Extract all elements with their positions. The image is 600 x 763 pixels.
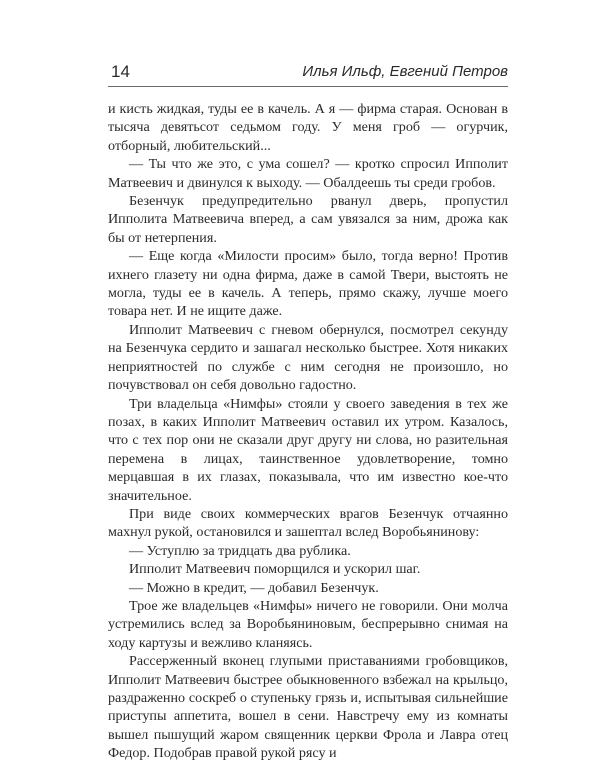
paragraph-2: — Ты что же это, с ума сошел? — кротко спросил Ипполит Матвеевич и двинулся к выходу. — Обалдеешь ты среди гробов.: [108, 156, 508, 191]
paragraph-6: Три владельца «Нимфы» стояли у своего заведения в тех же позах, в каких Ипполит Матвеевич оставил их утром. Казалось, что с тех пор они не сказали друг другу ни слова, но разительная перемена в лицах, таинственное удовлетворение, томно мерцавшая в их глазах, показывала, что им известно кое-что значительное.: [108, 395, 508, 504]
paragraph-1: и кисть жидкая, туды ее в качель. А я — фирма старая. Основан в тысяча девятьсот седьмом году. У меня гроб — огурчик, отборный, любительский...: [108, 101, 508, 154]
paragraph-10: — Можно в кредит, — добавил Безенчук.: [129, 579, 379, 596]
paragraph-5: Ипполит Матвеевич с гневом обернулся, посмотрел секунду на Безенчука сердито и зашагал несколько быстрее. Хотя никаких неприятностей по службе с ним сегодня не произошло, но почувствовал он себя довольно гадостно.: [108, 321, 508, 394]
header-rule: [108, 86, 508, 87]
paragraph-11: Трое же владельцев «Нимфы» ничего не говорили. Они молча устремились вслед за Воробьяниновым, беспрерывно снимая на ходу картузы и вежливо кланяясь.: [108, 597, 508, 651]
body-text: [108, 100, 508, 763]
paragraph-9: Ипполит Матвеевич поморщился и ускорил шаг.: [129, 561, 421, 578]
paragraph-12: Рассерженный вконец глупыми приставаниями гробовщиков, Ипполит Матвеевич быстрее обыкновенного взбежал на крыльцо, раздраженно соскреб о ступеньку грязь и, испытывая сильнейшие приступы аппетита, вошел в сени. Навстречу ему из комнаты вышел пышущий жаром священник церкви Фрола и Лавра отец Федор. Подобрав правой рукой рясу и: [108, 653, 508, 762]
paragraph-8: — Уступлю за тридцать два рублика.: [129, 542, 351, 559]
running-head-authors: Илья Ильф, Евгений Петров: [302, 63, 508, 80]
paragraph-3: Безенчук предупредительно рванул дверь, пропустил Ипполита Матвеевича вперед, а сам увязался за ним, дрожа как бы от нетерпения.: [108, 193, 508, 246]
paragraph-7: При виде своих коммерческих врагов Безенчук отчаянно махнул рукой, остановился и зашептал вслед Воробьянинову:: [108, 505, 508, 541]
paragraph-4: — Еще когда «Милости просим» было, тогда верно! Против ихнего глазету ни одна фирма, даже в самой Твери, выстоять не могла, туды ее в качель. А теперь, прямо скажу, лучше моего товара нет. И не ищите даже.: [108, 248, 508, 320]
page-header: [108, 62, 508, 86]
page-number: 14: [111, 62, 130, 81]
